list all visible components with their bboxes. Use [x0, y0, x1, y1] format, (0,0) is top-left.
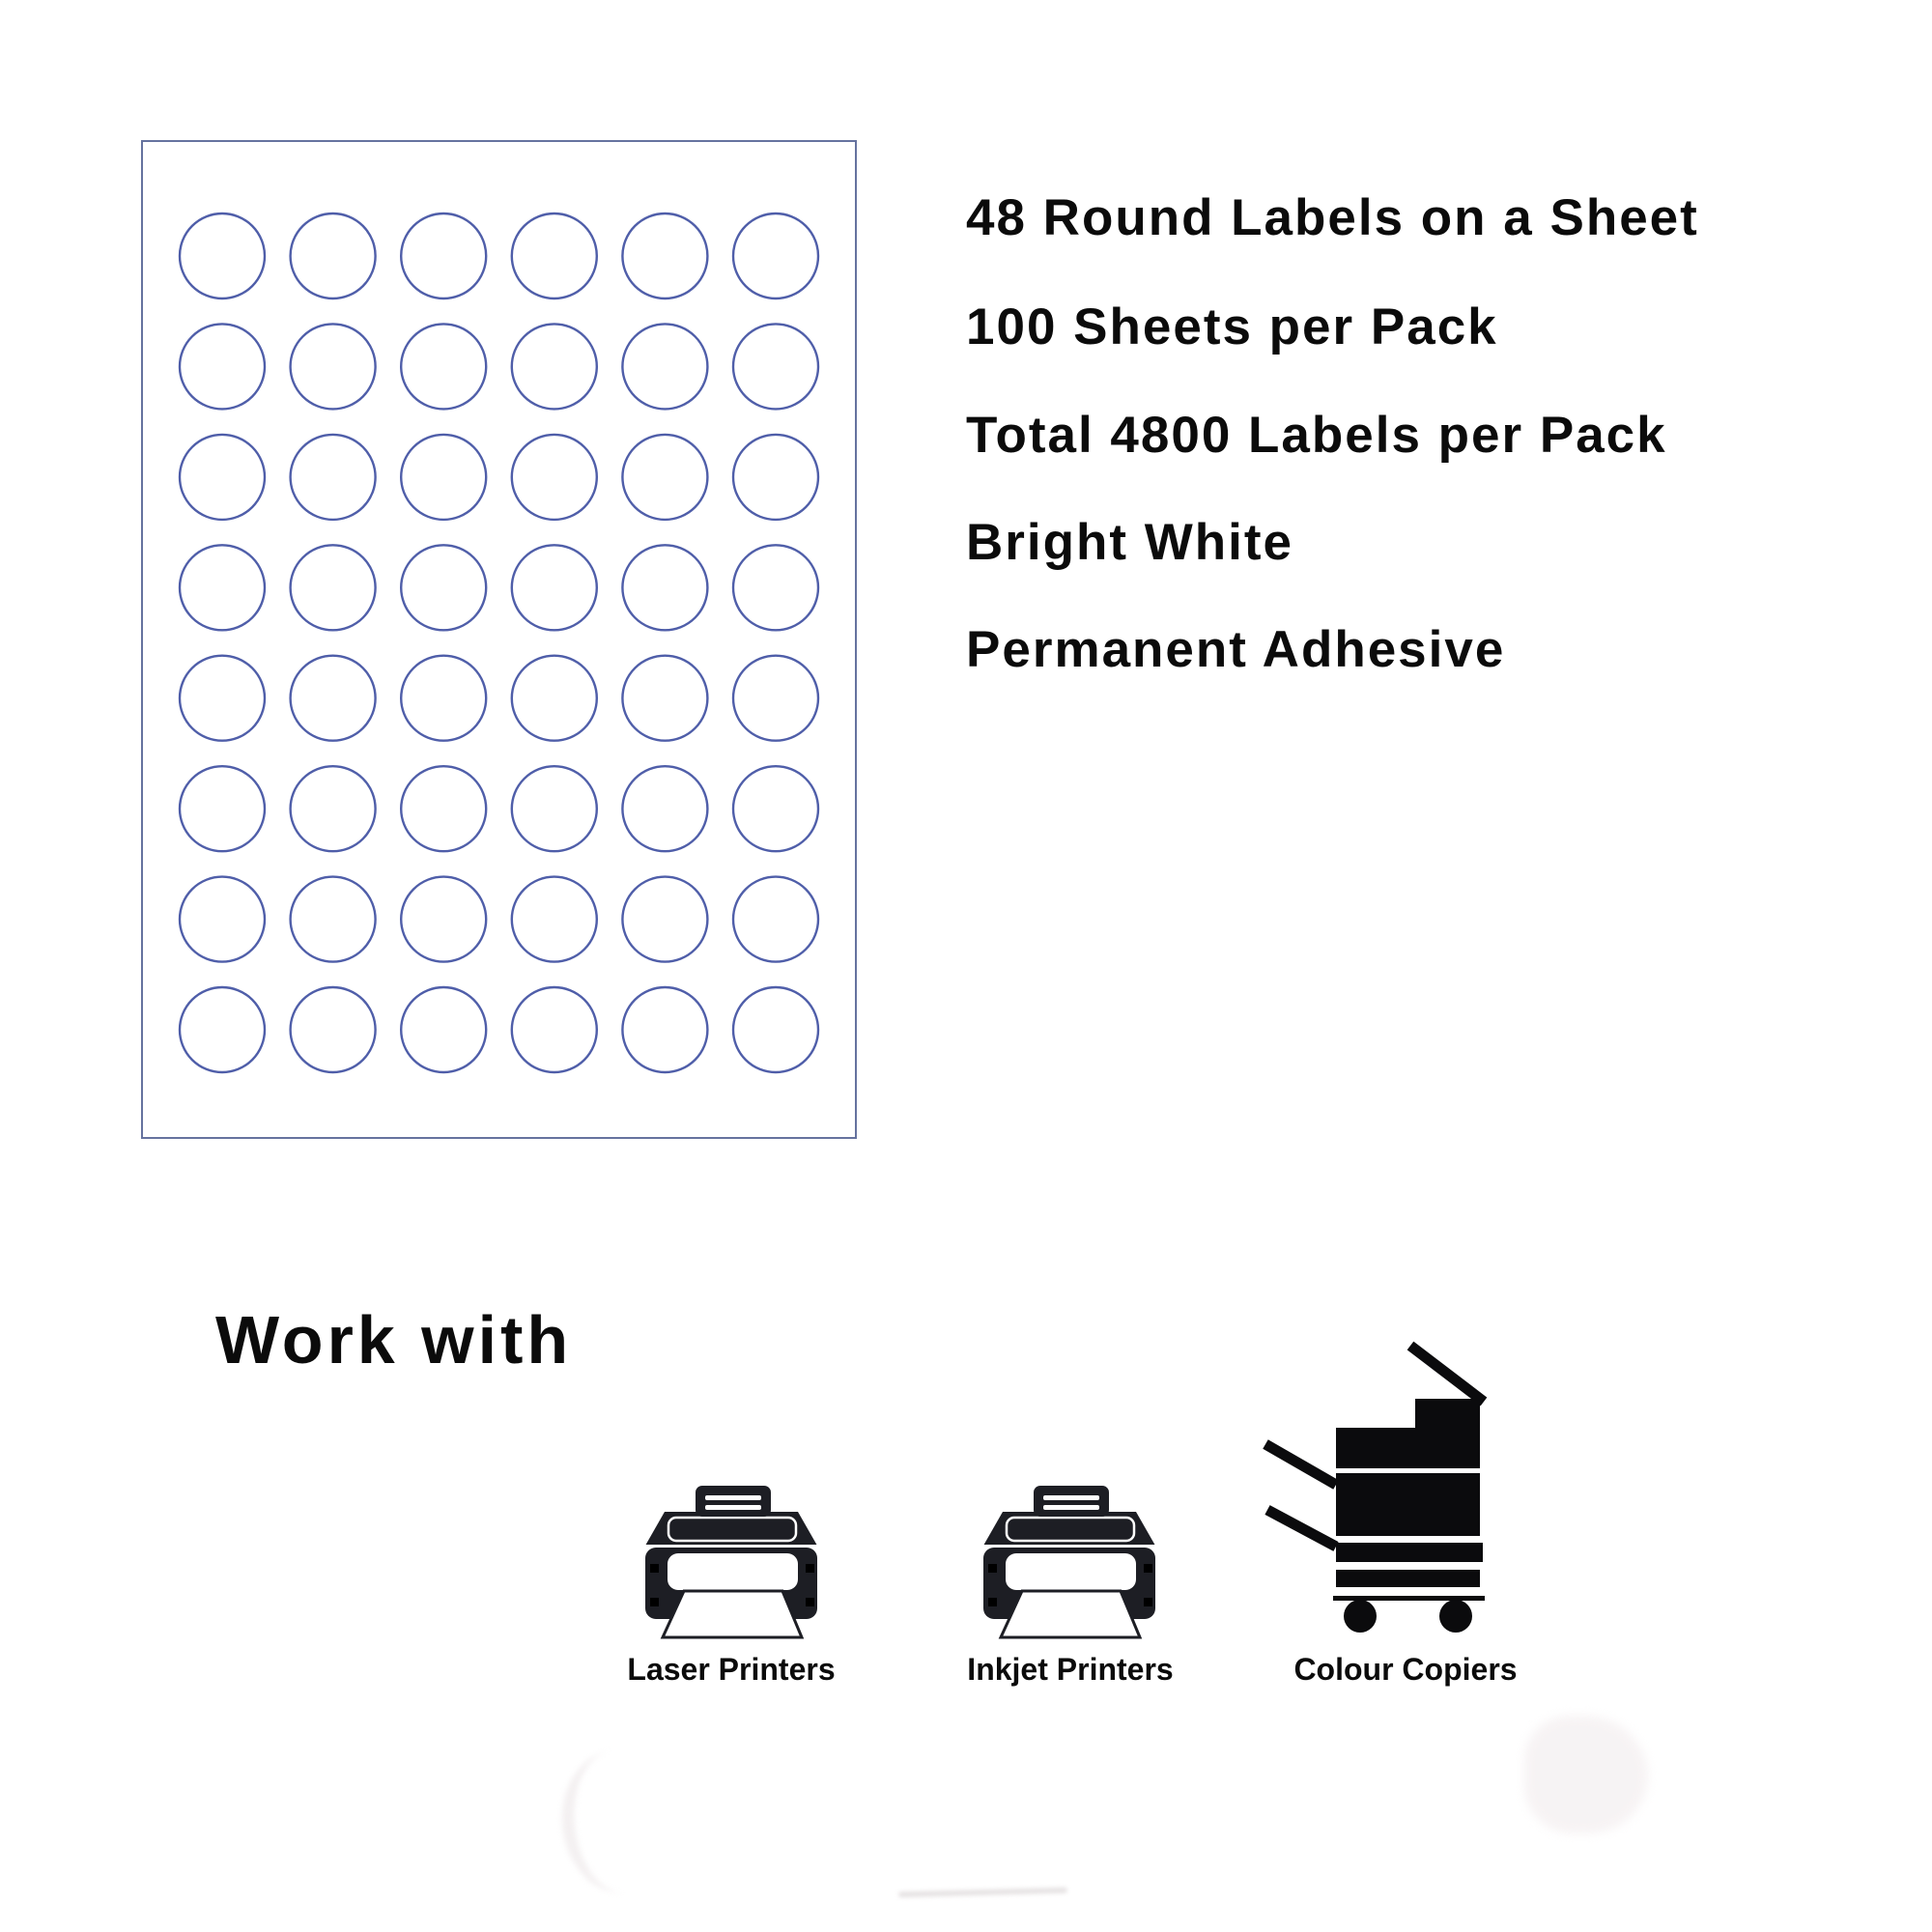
device-label-copier: Colour Copiers — [1293, 1652, 1518, 1687]
round-label — [180, 766, 265, 851]
round-label — [401, 656, 486, 741]
round-label — [622, 213, 707, 298]
round-label — [401, 877, 486, 962]
laser-printer-icon — [636, 1483, 829, 1642]
round-label — [401, 435, 486, 520]
work-with-heading: Work with — [215, 1302, 573, 1378]
round-label — [733, 987, 818, 1072]
round-label — [291, 656, 376, 741]
feature-line: Total 4800 Labels per Pack — [966, 407, 1667, 464]
round-label — [180, 987, 265, 1072]
feature-line: Permanent Adhesive — [966, 621, 1506, 678]
round-label — [733, 877, 818, 962]
round-label — [512, 324, 597, 409]
round-label — [733, 435, 818, 520]
device-label-inkjet: Inkjet Printers — [967, 1652, 1174, 1687]
round-label — [291, 435, 376, 520]
round-label — [401, 766, 486, 851]
round-label — [291, 877, 376, 962]
round-label — [622, 545, 707, 630]
round-label — [291, 213, 376, 298]
round-label — [401, 545, 486, 630]
device-label-laser: Laser Printers — [627, 1652, 836, 1687]
round-label — [512, 213, 597, 298]
round-label — [622, 656, 707, 741]
round-label — [180, 877, 265, 962]
round-label — [733, 213, 818, 298]
feature-line: Bright White — [966, 514, 1293, 571]
round-label — [622, 766, 707, 851]
label-sheet-grid — [143, 142, 855, 1137]
round-label — [291, 545, 376, 630]
round-label — [512, 766, 597, 851]
inkjet-printer-icon — [974, 1483, 1167, 1642]
round-label — [733, 324, 818, 409]
round-label — [401, 987, 486, 1072]
round-label — [733, 545, 818, 630]
round-label — [291, 324, 376, 409]
round-label — [512, 987, 597, 1072]
feature-line: 100 Sheets per Pack — [966, 298, 1498, 355]
round-label — [180, 324, 265, 409]
round-label — [622, 987, 707, 1072]
round-label — [512, 545, 597, 630]
round-label — [291, 766, 376, 851]
background-smudge — [555, 1745, 684, 1899]
round-label — [512, 435, 597, 520]
round-label — [622, 877, 707, 962]
label-sheet — [141, 140, 857, 1139]
round-label — [401, 213, 486, 298]
round-label — [291, 987, 376, 1072]
feature-line: 48 Round Labels on a Sheet — [966, 189, 1699, 246]
round-label — [180, 545, 265, 630]
round-label — [733, 656, 818, 741]
round-label — [180, 435, 265, 520]
background-smudge — [898, 1888, 1067, 1898]
round-label — [622, 324, 707, 409]
round-label — [622, 435, 707, 520]
colour-copier-icon — [1256, 1338, 1488, 1637]
round-label — [733, 766, 818, 851]
round-label — [512, 877, 597, 962]
round-label — [180, 213, 265, 298]
round-label — [512, 656, 597, 741]
background-smudge — [1524, 1716, 1648, 1833]
round-label — [180, 656, 265, 741]
round-label — [401, 324, 486, 409]
